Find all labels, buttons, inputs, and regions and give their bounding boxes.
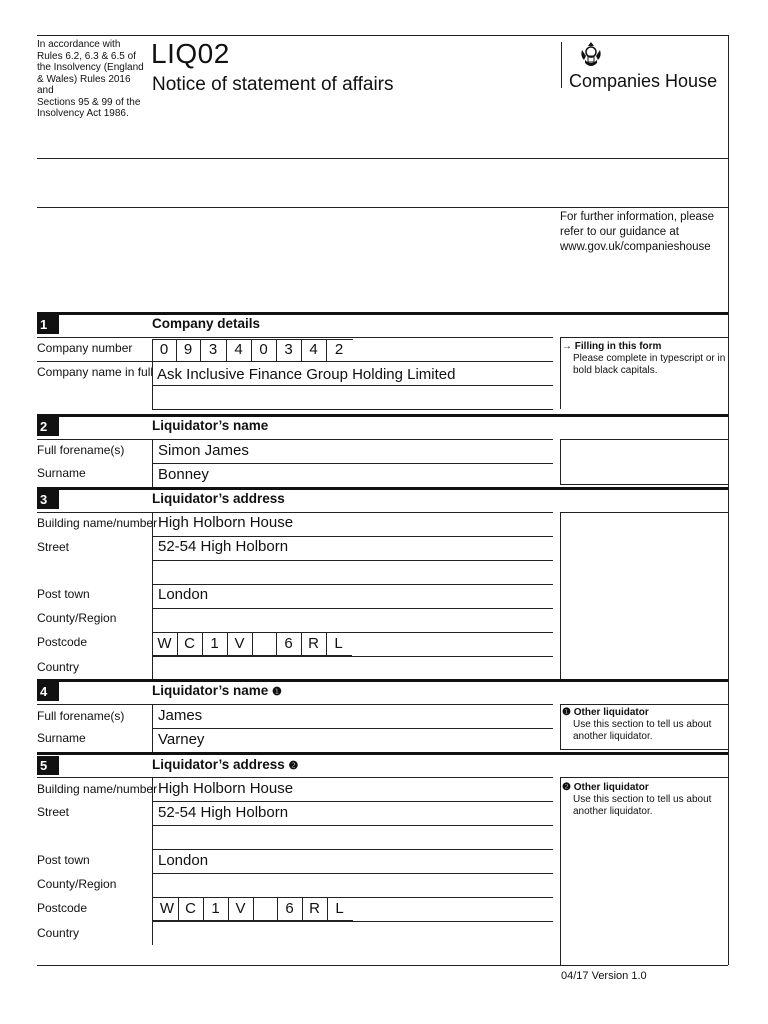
s5-posttown-label: Post town [37,853,90,867]
row-rule [37,439,553,440]
note-left-edge [560,337,561,409]
postcode-char: L [335,900,344,917]
s3-postcode-label: Postcode [37,635,88,649]
s2-forename-label: Full forename(s) [37,443,125,457]
section5-rule [37,752,728,755]
row-rule [37,704,553,705]
s5-county-input[interactable] [153,874,552,896]
note-marker-icon: ❷ [562,782,571,793]
s5-building-label: Building name/number [37,782,158,796]
postcode-char: V [235,900,246,917]
org-name: Companies House [569,71,718,91]
filling-note [562,341,726,377]
other-liquidator-note-2 [562,782,726,818]
section4-number: 4 [37,682,59,701]
postcode-char: W [157,635,172,652]
company-number-label: Company number [37,341,133,355]
row-rule [152,536,553,537]
section1-underline [37,337,553,338]
section5-number: 5 [37,756,59,775]
section1-rule [37,312,728,315]
row-rule [152,409,553,410]
right-border [728,35,729,965]
note-line: Use this section to tell us about [573,794,712,805]
s3-street-line2-input[interactable] [153,561,552,583]
further-info: For further information, please refer to our guidance at www.gov.uk/companieshouse [560,211,715,253]
row-rule [152,801,553,802]
section1-number: 1 [37,315,59,334]
section3-number: 3 [37,490,59,509]
section2-number: 2 [37,417,59,436]
note-rule [560,484,728,485]
section2-rule [37,414,728,417]
other-liquidator-note [562,707,726,743]
s4-forename-label: Full forename(s) [37,709,125,723]
filling-note-line: bold black capitals. [573,365,658,376]
company-number-digit: 3 [284,341,293,358]
header-rule-1 [37,158,728,159]
s4-surname-input[interactable]: Varney [158,731,205,748]
header-rule-2 [37,207,728,208]
s5-country-input[interactable] [153,922,552,944]
s5-country-label: Country [37,926,80,940]
company-number-digit: 2 [334,341,344,358]
note-left-edge [560,704,561,750]
row-rule [152,728,553,729]
s3-county-label: County/Region [37,611,117,625]
note-rule [560,512,728,513]
postcode-char: C [184,635,195,652]
company-number-digit: 9 [183,341,193,358]
section3-title: Liquidator’s address [152,491,285,506]
s3-country-input[interactable] [153,657,552,679]
form-title: Notice of statement of affairs [152,74,394,95]
s3-building-label: Building name/number [37,516,158,530]
s5-posttown-input[interactable]: London [158,852,209,869]
company-number-digit: 3 [208,341,218,358]
note-rule [560,749,728,750]
s4-forename-input[interactable]: James [158,707,203,724]
other-liquidator-title: Other liquidator [573,707,649,718]
form-code: LIQ02 [151,38,230,69]
s3-building-input[interactable]: High Holborn House [158,514,294,531]
row-rule [37,361,553,362]
postcode-divider [252,632,253,655]
company-number-digit: 4 [309,341,318,358]
row-rule [152,849,553,850]
rules-text: In accordance with Rules 6.2, 6.3 & 6.5 of the Insolvency (England & Wales) Rules 2016 and Sections 95 & 99 of the Insolvency Act 1986. [37,39,144,119]
postcode-char: W [159,900,175,917]
crest-icon [577,40,605,70]
row-rule [37,777,553,778]
note-left-edge [560,777,561,965]
s5-street-line2-input[interactable] [153,826,552,848]
s5-street-input[interactable]: 52-54 High Holborn [158,804,289,821]
s5-building-input[interactable]: High Holborn House [158,780,294,797]
postcode-char: 6 [285,900,294,917]
s4-surname-label: Surname [37,731,86,745]
note-marker-icon: ❶ [562,707,571,718]
note-rule [560,439,728,440]
postcode-char: 1 [210,635,219,652]
filling-note-title: → Filling in this form [562,341,662,352]
note-rule [560,777,728,778]
other-liquidator-title: Other liquidator [573,782,649,793]
other-liquidator-note-title [562,782,726,794]
company-name-line2-input[interactable] [153,386,552,408]
note-line: Use this section to tell us about [573,719,712,730]
postcode-char: R [309,900,320,917]
section5-title [152,757,298,772]
postcode-char: C [185,900,196,917]
section4-marker-icon: ❶ [272,686,282,698]
note-rule [560,337,728,338]
logo-divider [561,42,562,88]
section4-title-text: Liquidator’s name [152,683,269,698]
s2-surname-input[interactable]: Bonney [158,466,209,483]
company-name-input[interactable]: Ask Inclusive Finance Group Holding Limited [157,366,456,383]
section4-rule [37,679,728,682]
section4-title [152,683,282,698]
postcode-char: 6 [284,635,293,652]
s2-surname-label: Surname [37,466,86,480]
bottom-border [37,965,728,966]
note-left-edge [560,439,561,485]
row-rule [152,584,553,585]
row-rule [152,463,553,464]
s2-forename-input[interactable]: Simon James [158,442,249,459]
s5-county-label: County/Region [37,877,117,891]
postcode-char: R [308,635,319,652]
section3-rule [37,487,728,490]
note-left-edge [560,512,561,680]
s5-street-label: Street [37,805,70,819]
s3-street-label: Street [37,540,70,554]
note-rule [560,704,728,705]
company-number-digit: 4 [234,341,243,358]
company-name-label: Company name in full [37,365,154,379]
postcode-char: L [334,635,343,652]
section5-marker-icon: ❷ [288,760,299,772]
section5-title-text: Liquidator’s address [152,757,285,772]
row-rule [37,512,553,513]
s3-country-label: Country [37,660,80,674]
note-line: another liquidator. [573,731,653,742]
filling-note-line: Please complete in typescript or in [573,353,726,364]
company-number-digit: 0 [159,341,169,358]
note-line: another liquidator. [573,806,653,817]
postcode-char: 1 [211,900,220,917]
s3-street-input[interactable]: 52-54 High Holborn [158,538,289,555]
other-liquidator-note-title [562,707,726,719]
top-border [37,35,728,36]
postcode-divider [253,897,254,920]
s3-posttown-input[interactable]: London [158,586,209,603]
s3-county-input[interactable] [153,609,552,631]
company-number-digit: 0 [259,341,268,358]
version-label: 04/17 Version 1.0 [561,970,647,982]
section2-title: Liquidator’s name [152,418,269,433]
section1-title: Company details [152,316,261,331]
s3-posttown-label: Post town [37,587,90,601]
s5-postcode-label: Postcode [37,901,88,915]
postcode-char: V [234,635,245,652]
